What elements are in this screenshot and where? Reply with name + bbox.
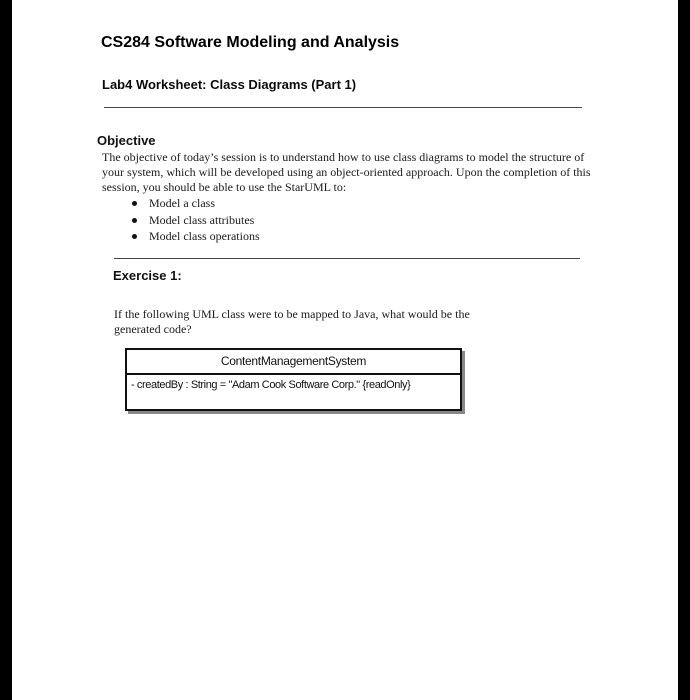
bullet-icon — [132, 234, 137, 239]
document-title: CS284 Software Modeling and Analysis — [101, 34, 400, 51]
header-divider — [104, 107, 582, 108]
objective-heading: Objective — [97, 133, 156, 148]
bullet-text: Model class attributes — [149, 212, 255, 227]
objective-bullet-list — [131, 195, 260, 245]
section-divider — [114, 258, 580, 259]
document-page — [12, 0, 678, 700]
bullet-text: Model class operations — [149, 229, 260, 243]
bullet-text: Model a class — [149, 196, 215, 210]
bullet-icon — [132, 201, 137, 206]
exercise-question: If the following UML class were to be mapped to Java, what would be the generated code? — [114, 307, 470, 336]
uml-class-name: ContentManagementSystem — [127, 350, 460, 375]
objective-paragraph: The objective of today’s session is to understand how to use class diagrams to model the structure of your system, which will be developed using an object-oriented approach. Upon the completion of this session, you should be able to use the StarUML to: — [102, 150, 591, 194]
bullet-item — [131, 228, 260, 245]
uml-class-diagram — [125, 348, 462, 411]
uml-class-attribute: - createdBy : String = "Adam Cook Software Corp." {readOnly} — [131, 379, 411, 391]
exercise-heading: Exercise 1: — [113, 268, 182, 283]
bullet-icon — [132, 218, 137, 223]
bullet-item — [131, 212, 260, 229]
worksheet-subtitle: Lab4 Worksheet: Class Diagrams (Part 1) — [102, 77, 357, 92]
bullet-item — [131, 195, 260, 212]
